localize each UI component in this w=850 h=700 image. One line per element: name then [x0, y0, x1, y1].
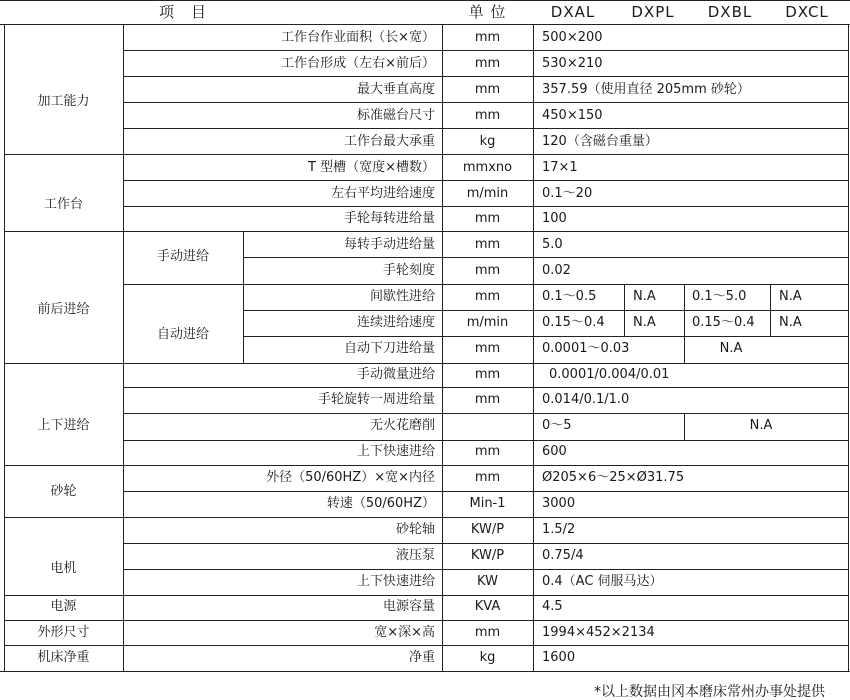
row-unit: m/min — [466, 186, 509, 201]
row-unit: mm — [474, 263, 501, 278]
row-value: N.A — [633, 289, 656, 304]
row-unit: mm — [474, 211, 501, 226]
table-line — [123, 76, 849, 77]
row-unit: mm — [474, 82, 501, 97]
group-label: 电源 — [50, 599, 77, 614]
row-item: 工作台作业面积（长×宽） — [281, 30, 435, 45]
row-item: 手轮每转进给量 — [343, 211, 435, 226]
row-item: 上下快速进给 — [356, 574, 435, 589]
row-value: 1994×452×2134 — [542, 625, 655, 640]
table-line — [4, 363, 849, 364]
header-model: DXBL — [707, 3, 753, 21]
group-label: 外形尺寸 — [37, 625, 90, 640]
group-label: 砂轮 — [50, 484, 77, 499]
row-value: N.A — [719, 341, 743, 356]
table-line — [123, 413, 849, 414]
table-line — [0, 671, 850, 672]
row-item: 每转手动进给量 — [343, 237, 435, 252]
row-item: 间歇性进给 — [369, 289, 435, 304]
table-line — [123, 50, 849, 51]
row-value: 0.15～0.4 — [542, 315, 605, 330]
row-value: 0～5 — [542, 418, 572, 433]
row-value: 1600 — [542, 650, 576, 665]
row-item: 上下快速进给 — [356, 444, 435, 459]
row-value: 357.59（使用直径 205mm 砂轮） — [542, 82, 750, 97]
table-line — [243, 310, 849, 311]
table-line — [4, 231, 849, 232]
row-value: N.A — [633, 315, 656, 330]
table-line — [123, 24, 124, 672]
table-line — [533, 24, 534, 672]
row-unit: kg — [479, 650, 496, 665]
row-item: 电源容量 — [382, 599, 435, 614]
row-value: 1.5/2 — [542, 522, 576, 537]
row-value: 0.1～0.5 — [542, 289, 597, 304]
row-value: 100 — [542, 211, 567, 226]
footnote: *以上数据由冈本磨床常州办事处提供 — [594, 684, 825, 700]
row-item: 工作台形成（左右×前后） — [281, 56, 435, 71]
table-line — [243, 336, 849, 337]
row-value: 0.15～0.4 — [692, 315, 755, 330]
row-value: 3000 — [542, 496, 576, 511]
table-line — [4, 595, 849, 596]
row-unit: kg — [479, 134, 496, 149]
row-value: 5.0 — [542, 237, 563, 252]
group-label: 机床净重 — [37, 650, 90, 665]
row-unit: mm — [474, 30, 501, 45]
row-item: 自动下刀进给量 — [343, 341, 435, 356]
row-unit: mm — [474, 56, 501, 71]
row-unit: mm — [474, 289, 501, 304]
row-item: 无火花磨削 — [369, 418, 435, 433]
row-unit: mm — [474, 625, 501, 640]
row-value: 120（含磁台重量） — [542, 134, 658, 149]
table-line — [123, 387, 849, 388]
row-unit: mm — [474, 367, 501, 382]
row-value: 4.5 — [542, 599, 563, 614]
group-label: 电机 — [50, 561, 77, 576]
table-line — [0, 24, 850, 25]
row-unit: mmxno — [462, 160, 513, 175]
row-value: 0.02 — [542, 263, 571, 278]
row-item: 连续进给速度 — [356, 315, 435, 330]
table-line — [4, 517, 849, 518]
row-value: Ø205×6～25×Ø31.75 — [542, 470, 685, 485]
row-item: 最大垂直高度 — [356, 82, 435, 97]
row-value: 0.0001/0.004/0.01 — [549, 367, 670, 382]
row-value: 530×210 — [542, 56, 603, 71]
row-value: 0.1～20 — [542, 186, 593, 201]
header-item: 项 目 — [158, 3, 207, 21]
table-line — [123, 569, 849, 570]
group-label: 工作台 — [43, 197, 83, 212]
table-line — [123, 440, 849, 441]
table-line — [123, 543, 849, 544]
row-item: 砂轮轴 — [395, 522, 435, 537]
group-label: 上下进给 — [37, 418, 90, 433]
row-value: 17×1 — [542, 160, 578, 175]
row-item: 液压泵 — [395, 548, 435, 563]
row-unit: mm — [474, 341, 501, 356]
row-item: 手轮旋转一周进给量 — [317, 392, 435, 407]
table-line — [4, 620, 849, 621]
row-item: 宽×深×高 — [374, 625, 435, 640]
row-item: T 型槽（宽度×槽数） — [308, 160, 435, 175]
table-line — [0, 0, 850, 1]
table-line — [4, 645, 849, 646]
header-model: DXCL — [785, 3, 829, 21]
table-line — [123, 206, 849, 207]
header-model: DXPL — [631, 3, 675, 21]
row-unit: KW/P — [470, 548, 505, 563]
row-unit: m/min — [466, 315, 509, 330]
row-item: 左右平均进给速度 — [330, 186, 435, 201]
table-line — [848, 24, 849, 672]
row-item: 净重 — [408, 650, 435, 665]
row-unit: mm — [474, 237, 501, 252]
row-unit: mm — [474, 470, 501, 485]
group-label: 加工能力 — [37, 94, 90, 109]
table-line — [123, 128, 849, 129]
group-label: 前后进给 — [37, 302, 90, 317]
row-item: 手轮刻度 — [382, 263, 435, 278]
row-value: N.A — [779, 289, 802, 304]
table-line — [123, 102, 849, 103]
row-unit: mm — [474, 444, 501, 459]
header-unit: 单 位 — [468, 3, 507, 21]
row-item: 外径（50/60HZ）×宽×内径 — [266, 470, 435, 485]
row-value: 450×150 — [542, 108, 603, 123]
row-item: 手动微量进给 — [356, 367, 435, 382]
row-item: 标准磁台尺寸 — [356, 108, 435, 123]
subgroup-label: 手动进给 — [156, 249, 209, 264]
row-item: 转速（50/60HZ） — [326, 496, 435, 511]
row-unit: mm — [474, 108, 501, 123]
row-value: 0.0001～0.03 — [542, 341, 630, 356]
row-value: 500×200 — [542, 30, 603, 45]
table-line — [4, 465, 849, 466]
row-value: 600 — [542, 444, 567, 459]
table-line — [123, 491, 849, 492]
row-value: N.A — [749, 418, 773, 433]
row-value: N.A — [779, 315, 802, 330]
table-line — [123, 284, 849, 285]
header-model: DXAL — [550, 3, 596, 21]
table-line — [243, 257, 849, 258]
table-line — [123, 180, 849, 181]
row-value: 0.1～5.0 — [692, 289, 747, 304]
row-unit: KVA — [474, 599, 501, 614]
row-value: 0.014/0.1/1.0 — [542, 392, 630, 407]
row-unit: KW — [477, 574, 498, 589]
subgroup-label: 自动进给 — [156, 327, 209, 342]
row-item: 工作台最大承重 — [343, 134, 435, 149]
row-value: 0.75/4 — [542, 548, 584, 563]
row-unit: Min-1 — [469, 496, 506, 511]
table-line — [4, 154, 849, 155]
row-value: 0.4（AC 伺服马达） — [542, 574, 663, 589]
row-unit: mm — [474, 392, 501, 407]
row-unit: KW/P — [470, 522, 505, 537]
